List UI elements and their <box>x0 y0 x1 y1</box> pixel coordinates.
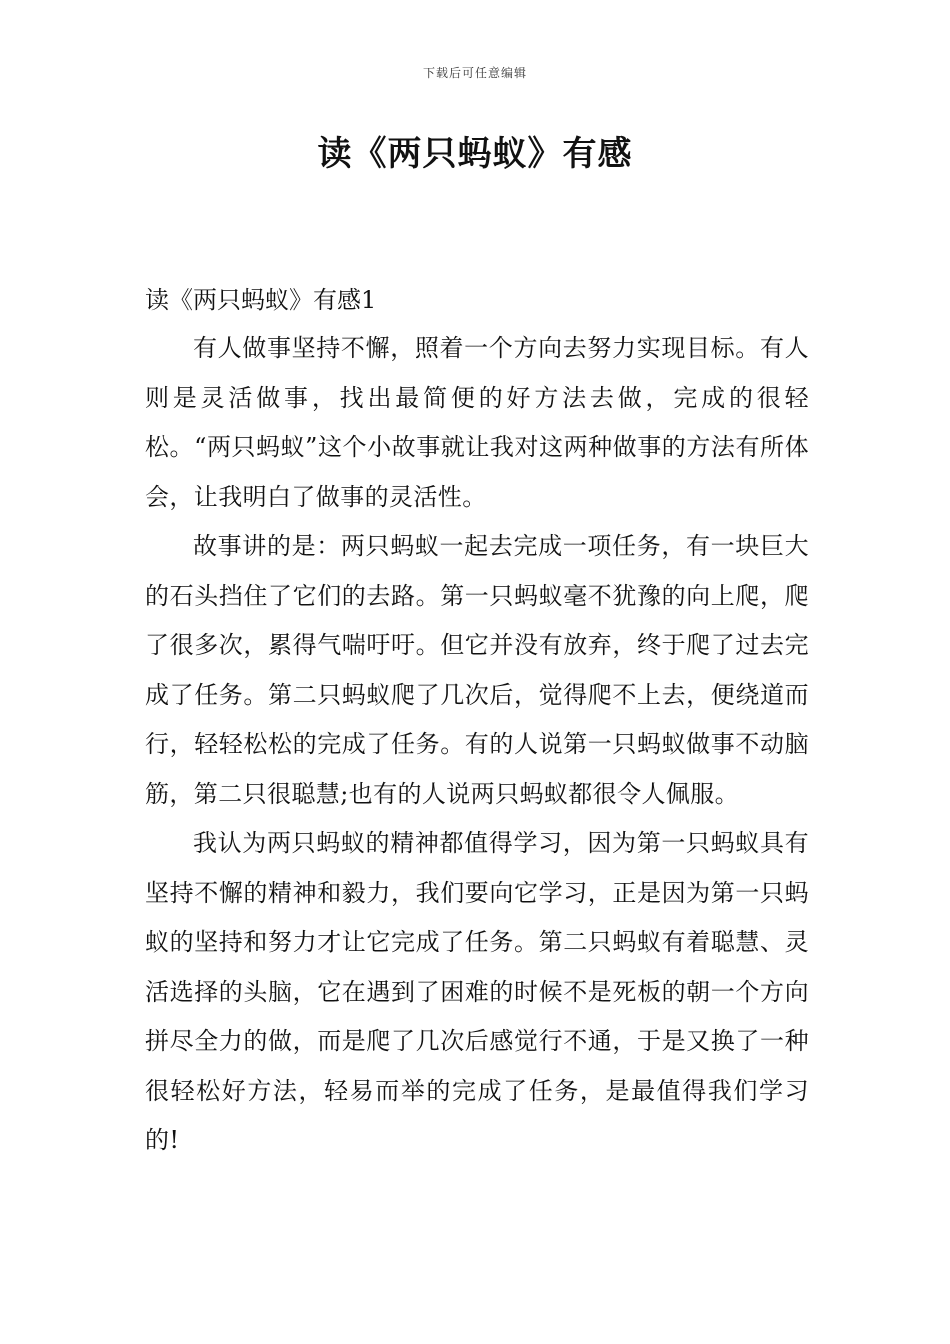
document-body <box>145 276 809 1166</box>
paragraph-3: 我认为两只蚂蚁的精神都值得学习，因为第一只蚂蚁具有坚持不懈的精神和毅力，我们要向它学习，正是因为第一只蚂蚁的坚持和努力才让它完成了任务。第二只蚂蚁有着聪慧、灵活选择的头脑，它在遇到了困难的时候不是死板的朝一个方向拼尽全力的做，而是爬了几次后感觉行不通，于是又换了一种很轻松好方法，轻易而举的完成了任务，是最值得我们学习的! <box>145 829 809 1154</box>
document-title: 读《两只蚂蚁》有感 <box>317 134 633 174</box>
header-note: 下载后可任意编辑 <box>422 66 527 80</box>
section-heading: 读《两只蚂蚁》有感1 <box>145 286 377 314</box>
paragraph-1: 有人做事坚持不懈，照着一个方向去努力实现目标。有人则是灵活做事，找出最简便的好方法去做，完成的很轻松。“两只蚂蚁”这个小故事就让我对这两种做事的方法有所体会，让我明白了做事的灵活性。 <box>145 334 809 511</box>
paragraph-2: 故事讲的是：两只蚂蚁一起去完成一项任务，有一块巨大的石头挡住了它们的去路。第一只蚂蚁毫不犹豫的向上爬，爬了很多次，累得气喘吁吁。但它并没有放弃，终于爬了过去完成了任务。第二只蚂蚁爬了几次后，觉得爬不上去，便绕道而行，轻轻松松的完成了任务。有的人说第一只蚂蚁做事不动脑筋，第二只很聪慧;也有的人说两只蚂蚁都很令人佩服。 <box>145 532 809 808</box>
